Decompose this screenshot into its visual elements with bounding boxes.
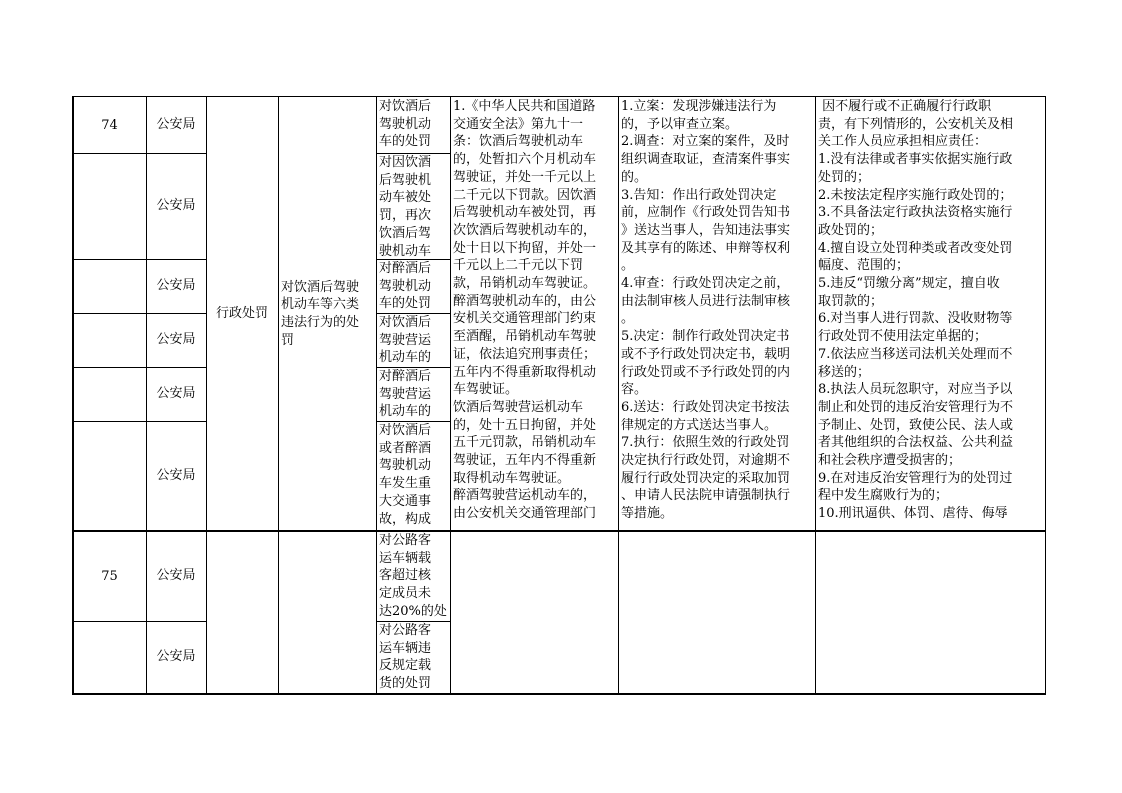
grid-line (72, 530, 1046, 532)
dept-text: 公安局 (156, 468, 196, 484)
sub-item-cell (376, 153, 450, 259)
row-number-text: 75 (101, 568, 118, 584)
procedure-text: 1.立案：发现涉嫌违法行为 的，予以审查立案。 2.调查：对立案的案件，及时 组织调查取证，查清案件事实 的。 3.告知：作出行政处罚决定 前，应制作《行政处罚告知书 》送达当事人，告知违法事实 及其享有的陈述、申辩等权利 。 4.审查：行政处罚决定之前， 由法制审核人员进行法制审核 。 5.决定：制作行政处罚决定书 或不予行政处罚决定书，载明 行政处罚或不予行政处罚的内 容。 6.送达：行政处罚决定书按法 律规定的方式送达当事人。 7.执行：依照生效的行政处罚 决定执行行政处罚，对逾期不 履行行政处罚决定的采取加罚 、申请人民法院申请强制执行 等措施。 (621, 99, 791, 522)
sub-item-text: 对饮酒后 驾驶营运 机动车的 (379, 315, 432, 366)
sub-item-cell (376, 367, 450, 421)
grid-line (72, 621, 206, 622)
grid-line (376, 259, 450, 260)
dept-cell (146, 621, 206, 693)
row-number-74 (73, 97, 146, 153)
dept-text: 公安局 (156, 568, 196, 584)
sub-item-text: 对饮酒后 或者醉酒 驾驶机动 车发生重 大交通事 故，构成 (379, 423, 432, 527)
grid-line (146, 96, 147, 694)
dept-text: 公安局 (156, 386, 196, 402)
liability-text: 因不履行或不正确履行行政职 责，有下列情形的，公安机关及相 关工作人员应承担相应责任： 1.没有法律或者事实依据实施行政 处罚的； 2.未按法定程序实施行政处罚的； 3.不具备法定行政执法资格实施行 政处罚的； 4.擅自设立处罚种类或者改变处罚 幅度、范围的； 5.违反“罚缴分离”规定，擅自收 取罚款的； 6.对当事人进行罚款、没收财物等 行政处罚不使用法定单据的； 7.依法应当移送司法机关处理而不 移送的； 8.执法人员玩忽职守，对应当予以 制止和处罚的违反治安管理行为不 予制止、处罚，致使公民、法人或 者其他组织的合法权益、公共利益 和社会秩序遭受损害的； 9.在对违反治安管理行为的处罚过 程中发生腐败行为的； 10.刑讯逼供、体罚、虐待、侮辱 (818, 99, 1014, 522)
dept-cell (146, 259, 206, 313)
grid-line (72, 96, 74, 694)
sub-item-cell (376, 259, 450, 313)
grid-line (72, 421, 206, 422)
sub-item-cell (376, 97, 450, 153)
item-name-cell (278, 97, 376, 531)
grid-line (618, 96, 619, 694)
grid-line (72, 153, 146, 154)
row-number-text: 74 (101, 117, 118, 133)
grid-line (72, 96, 1046, 97)
sub-item-text: 对饮酒后 驾驶机动 车的处罚 (379, 99, 432, 150)
sub-item-text: 对公路客 运车辆载 客超过核 定成员未 达20%的处 (379, 533, 447, 619)
sub-item-cell (376, 421, 450, 531)
dept-cell (146, 97, 206, 153)
sub-item-text: 对因饮酒 后驾驶机 动车被处 罚，再次 饮酒后驾 驶机动车 (379, 155, 432, 259)
dept-cell (146, 153, 206, 259)
grid-line (206, 96, 207, 694)
sub-item-cell (376, 313, 450, 367)
dept-cell (146, 421, 206, 531)
sub-item-text: 对醉酒后 驾驶机动 车的处罚 (379, 261, 432, 312)
dept-cell (146, 531, 206, 621)
grid-line (278, 96, 279, 694)
procedure-cell (618, 97, 815, 531)
legal-basis-cell (450, 97, 618, 531)
row-number-75 (73, 531, 146, 621)
category-text: 行政处罚 (215, 306, 268, 322)
grid-line (376, 367, 450, 368)
grid-line (72, 693, 1046, 695)
grid-line (815, 96, 816, 694)
liability-cell (815, 97, 1045, 531)
legal-basis-text: 1.《中华人民共和国道路 交通安全法》第九十一 条：饮酒后驾驶机动车 的，处暂扣六个月机动车 驾驶证，并处一千元以上 二千元以下罚款。因饮酒 后驾驶机动车被处罚，再 次饮酒后驾驶机动车的， 处十日以下拘留，并处一 千元以上二千元以下罚 款，吊销机动车驾驶证。 醉酒驾驶机动车的，由公 安机关交通管理部门约束 至酒醒，吊销机动车驾驶 证，依法追究刑事责任； 五年内不得重新取得机动 车驾驶证。 饮酒后驾驶营运机动车 的，处十五日拘留，并处 五千元罚款，吊销机动车 驾驶证，五年内不得重新 取得机动车驾驶证。 醉酒驾驶营运机动车的， 由公安机关交通管理部门 (453, 99, 597, 522)
sub-item-cell (376, 531, 450, 621)
grid-line (72, 313, 206, 314)
sub-item-text: 对公路客 运车辆违 反规定载 货的处罚 (379, 623, 432, 692)
grid-line (72, 367, 206, 368)
grid-line (146, 153, 206, 154)
grid-line (376, 153, 450, 154)
grid-line (72, 259, 206, 260)
dept-text: 公安局 (156, 198, 196, 214)
grid-line (376, 621, 450, 622)
dept-text: 公安局 (156, 332, 196, 348)
grid-line (376, 313, 450, 314)
category-cell (206, 97, 278, 531)
grid-line (450, 96, 451, 694)
grid-line (376, 421, 450, 422)
dept-cell (146, 367, 206, 421)
dept-text: 公安局 (156, 649, 196, 665)
dept-text: 公安局 (156, 278, 196, 294)
dept-text: 公安局 (156, 117, 196, 133)
sub-item-text: 对醉酒后 驾驶营运 机动车的 (379, 369, 432, 420)
grid-line (1045, 96, 1046, 694)
grid-line (376, 96, 377, 694)
dept-cell (146, 313, 206, 367)
sub-item-cell (376, 621, 450, 693)
item-name-text: 对饮酒后驾驶 机动车等六类 违法行为的处 罚 (281, 279, 360, 348)
